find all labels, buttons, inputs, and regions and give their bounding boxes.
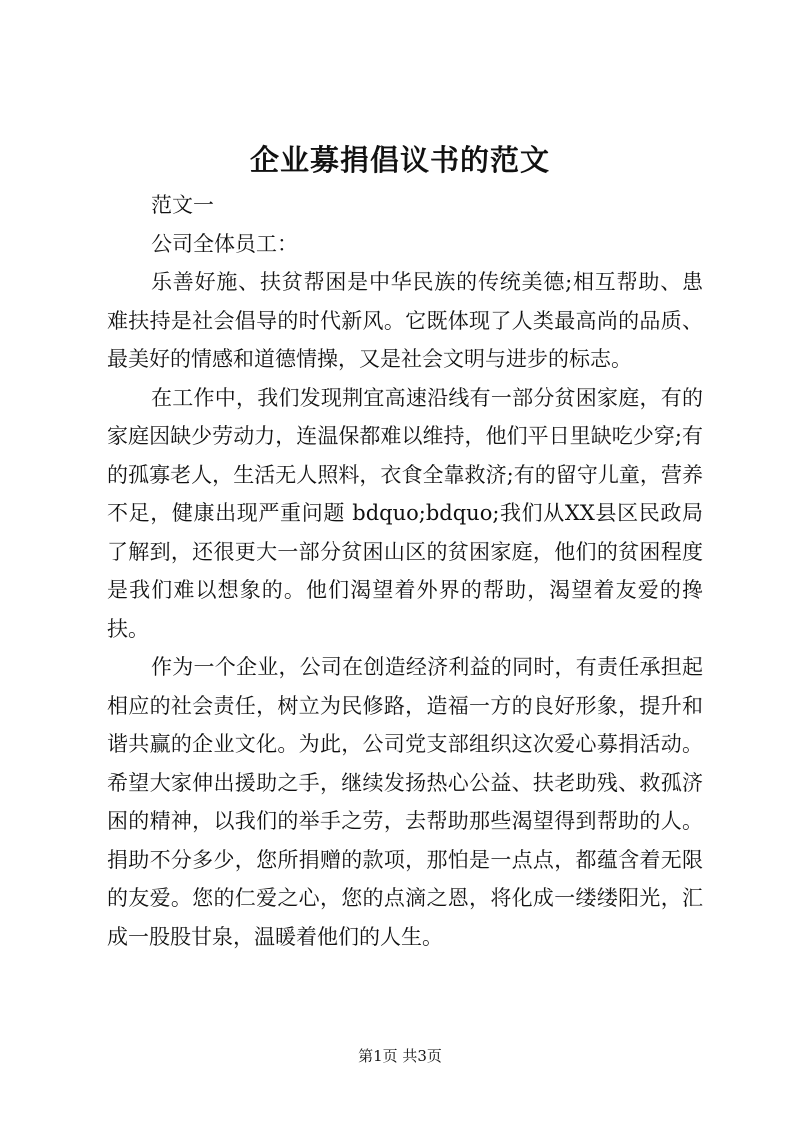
document-title: 企业募捐倡议书的范文 <box>249 143 550 177</box>
document-body <box>107 186 703 956</box>
body-paragraph: 作为一个企业，公司在创造经济利益的同时，有责任承担起相应的社会责任，树立为民修路，造福一方的良好形象，提升和谐共赢的企业文化。为此，公司党支部组织这次爱心募捐活动。希望大家伸出援助之手，继续发扬热心公益、扶老助残、救孤济困的精神，以我们的举手之劳，去帮助那些渴望得到帮助的人。捐助不分多少，您所捐赠的款项，那怕是一点点，都蕴含着无限的友爱。您的仁爱之心，您的点滴之恩，将化成一缕缕阳光，汇成一股股甘泉，温暖着他们的人生。 <box>107 655 703 949</box>
section-heading: 范文一 <box>151 193 214 217</box>
page-footer: 第1页 共3页 <box>358 1047 442 1065</box>
body-paragraph: 乐善好施、扶贫帮困是中华民族的传统美德;相互帮助、患难扶持是社会倡导的时代新风。它既体现了人类最高尚的品质、最美好的情感和道德情操，又是社会文明与进步的标志。 <box>107 270 703 371</box>
salutation: 公司全体员工： <box>151 231 298 256</box>
body-paragraph: 在工作中，我们发现荆宜高速沿线有一部分贫困家庭，有的家庭因缺少劳动力，连温保都难以维持，他们平日里缺吃少穿;有的孤寡老人，生活无人照料，衣食全靠救济;有的留守儿童，营养不足，健康出现严重问题 bdquo;bdquo;我们从XX县区民政局了解到，还很更大一部分贫困山区的贫困家庭，他们的贫困程度是我们难以想象的。他们渴望着外界的帮助，渴望着友爱的搀扶。 <box>107 385 703 641</box>
